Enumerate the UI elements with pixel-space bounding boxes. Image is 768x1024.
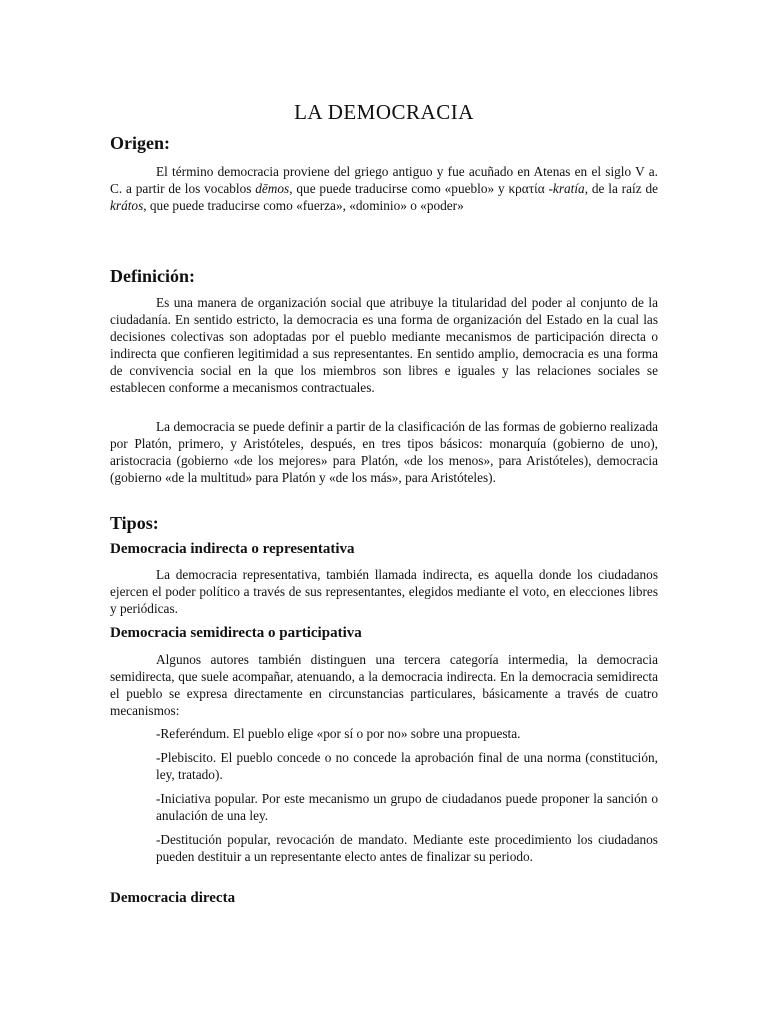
list-item-plebiscito: -Plebiscito. El pueblo concede o no concede la aprobación final de una norma (constitución, ley, tratado). <box>156 750 658 782</box>
list-item-iniciativa-popular: -Iniciativa popular. Por este mecanismo un grupo de ciudadanos puede proponer la sanción o anulación de una ley. <box>156 791 658 823</box>
document-title: LA DEMOCRACIA <box>294 100 474 124</box>
heading-democracia-semidirecta: Democracia semidirecta o participativa <box>110 625 362 641</box>
paragraph-definicion-1: Es una manera de organización social que atribuye la titularidad del poder al conjunto de la ciudadanía. En sentido estricto, la democracia es una forma de organización del Estado en la cual las decisiones colectivas son adoptadas por el pueblo mediante mecanismos de participación directa o indirecta que confieren legitimidad a sus representantes. En sentido amplio, democracia es una forma de convivencia social en la que los miembros son libres e iguales y las relaciones sociales se establecen conforme a mecanismos contractuales. <box>110 295 658 395</box>
list-item-referendum: -Referéndum. El pueblo elige «por sí o por no» sobre una propuesta. <box>156 726 521 741</box>
paragraph-definicion-2: La democracia se puede definir a partir de la clasificación de las formas de gobierno realizada por Platón, primero, y Aristóteles, después, en tres tipos básicos: monarquía (gobierno de uno), aristocracia (gobierno «de los mejores» para Platón, «de los menos», para Aristóteles), democracia (gobierno «de la multitud» para Platón y «de los más», para Aristóteles). <box>110 419 658 485</box>
heading-tipos: Tipos: <box>110 513 159 533</box>
paragraph-semidirecta: Algunos autores también distinguen una tercera categoría intermedia, la democracia semidirecta, que suele acompañar, atenuando, a la democracia indirecta. En la democracia semidirecta el pueblo se expresa directamente en circunstancias particulares, básicamente a través de cuatro mecanismos: <box>110 652 658 718</box>
list-item-destitucion-popular: -Destitución popular, revocación de mandato. Mediante este procedimiento los ciudadanos pueden destituir a un representante electo antes de finalizar su periodo. <box>156 832 658 864</box>
paragraph-indirecta: La democracia representativa, también llamada indirecta, es aquella donde los ciudadanos ejercen el poder político a través de sus representantes, elegidos mediante el voto, en elecciones libres y periódicas. <box>110 567 658 616</box>
heading-origen: Origen: <box>110 133 170 153</box>
heading-democracia-indirecta: Democracia indirecta o representativa <box>110 541 355 557</box>
heading-democracia-directa: Democracia directa <box>110 890 236 906</box>
heading-definicion: Definición: <box>110 266 195 286</box>
paragraph-origen: El término democracia proviene del griego antiguo y fue acuñado en Atenas en el siglo V a. C. a partir de los vocablos dēmos, que puede traducirse como «pueblo» y κρατία -kratía, de la raíz de krátos, que puede traducirse como «fuerza», «dominio» o «poder» <box>110 164 658 213</box>
